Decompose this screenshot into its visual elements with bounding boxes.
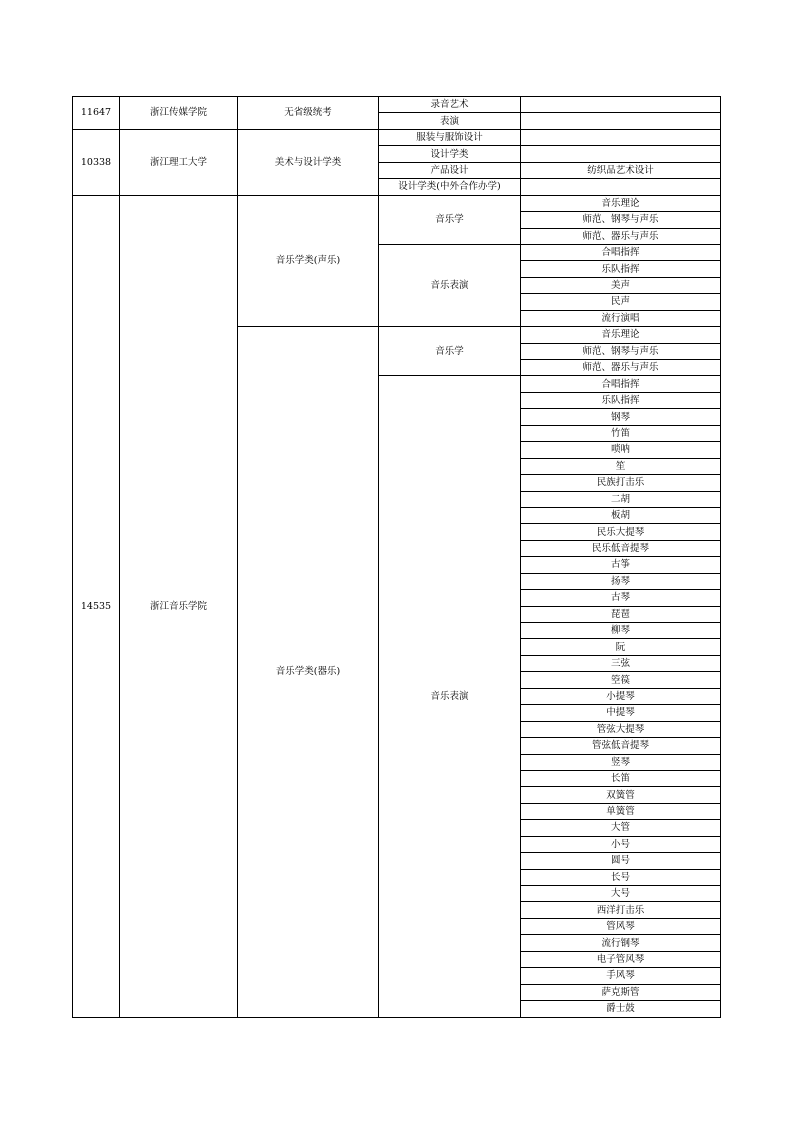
school-name-cell: 浙江音乐学院 <box>120 195 238 1017</box>
direction-cell: 民乐大提琴 <box>521 524 721 540</box>
major-cell: 设计学类 <box>379 146 521 162</box>
direction-cell <box>521 146 721 162</box>
direction-cell: 合唱指挥 <box>521 376 721 392</box>
major-cell: 表演 <box>379 113 521 129</box>
direction-cell: 圆号 <box>521 853 721 869</box>
school-name-cell: 浙江理工大学 <box>120 129 238 195</box>
direction-cell: 柳琴 <box>521 623 721 639</box>
direction-cell: 二胡 <box>521 491 721 507</box>
direction-cell: 阮 <box>521 639 721 655</box>
school-name-cell: 浙江传媒学院 <box>120 97 238 130</box>
direction-cell: 音乐理论 <box>521 327 721 343</box>
direction-cell: 双簧管 <box>521 787 721 803</box>
direction-cell: 琵琶 <box>521 606 721 622</box>
direction-cell: 管弦低音提琴 <box>521 738 721 754</box>
direction-cell: 长笛 <box>521 770 721 786</box>
major-cell: 音乐表演 <box>379 376 521 1017</box>
direction-cell: 师范、钢琴与声乐 <box>521 212 721 228</box>
direction-cell: 板胡 <box>521 507 721 523</box>
major-cell: 设计学类(中外合作办学) <box>379 179 521 195</box>
direction-cell <box>521 129 721 145</box>
direction-cell: 纺织品艺术设计 <box>521 162 721 178</box>
direction-cell: 大管 <box>521 820 721 836</box>
direction-cell: 竹笛 <box>521 425 721 441</box>
school-code-cell: 11647 <box>73 97 120 130</box>
direction-cell: 管弦大提琴 <box>521 721 721 737</box>
direction-cell: 大号 <box>521 886 721 902</box>
direction-cell: 民族打击乐 <box>521 475 721 491</box>
direction-cell: 合唱指挥 <box>521 244 721 260</box>
category-cell: 无省级统考 <box>238 97 379 130</box>
direction-cell: 箜篌 <box>521 672 721 688</box>
direction-cell: 手风琴 <box>521 968 721 984</box>
direction-cell: 古琴 <box>521 590 721 606</box>
table-row <box>73 195 721 211</box>
table-row <box>73 129 721 145</box>
direction-cell: 乐队指挥 <box>521 261 721 277</box>
direction-cell: 流行钢琴 <box>521 935 721 951</box>
direction-cell: 扬琴 <box>521 573 721 589</box>
category-cell: 美术与设计学类 <box>238 129 379 195</box>
direction-cell <box>521 113 721 129</box>
direction-cell <box>521 97 721 113</box>
major-cell: 产品设计 <box>379 162 521 178</box>
direction-cell: 小号 <box>521 836 721 852</box>
direction-cell: 西洋打击乐 <box>521 902 721 918</box>
direction-cell: 管风琴 <box>521 918 721 934</box>
direction-cell: 民声 <box>521 294 721 310</box>
direction-cell: 三弦 <box>521 655 721 671</box>
direction-cell: 音乐理论 <box>521 195 721 211</box>
direction-cell: 钢琴 <box>521 409 721 425</box>
direction-cell: 师范、器乐与声乐 <box>521 228 721 244</box>
direction-cell: 爵士鼓 <box>521 1001 721 1017</box>
table-row <box>73 97 721 113</box>
direction-cell: 师范、钢琴与声乐 <box>521 343 721 359</box>
major-cell: 录音艺术 <box>379 97 521 113</box>
major-cell: 音乐学 <box>379 327 521 376</box>
direction-cell: 唢呐 <box>521 442 721 458</box>
direction-cell: 单簧管 <box>521 803 721 819</box>
direction-cell <box>521 179 721 195</box>
direction-cell: 中提琴 <box>521 705 721 721</box>
major-cell: 服装与服饰设计 <box>379 129 521 145</box>
direction-cell: 小提琴 <box>521 688 721 704</box>
direction-cell: 电子管风琴 <box>521 951 721 967</box>
major-cell: 音乐学 <box>379 195 521 244</box>
direction-cell: 美声 <box>521 277 721 293</box>
direction-cell: 古筝 <box>521 557 721 573</box>
school-code-cell: 10338 <box>73 129 120 195</box>
direction-cell: 民乐低音提琴 <box>521 540 721 556</box>
direction-cell: 竖琴 <box>521 754 721 770</box>
category-cell: 音乐学类(声乐) <box>238 195 379 327</box>
school-code-cell: 14535 <box>73 195 120 1017</box>
major-cell: 音乐表演 <box>379 244 521 326</box>
admission-table <box>72 96 721 1018</box>
direction-cell: 乐队指挥 <box>521 392 721 408</box>
direction-cell: 笙 <box>521 458 721 474</box>
direction-cell: 长号 <box>521 869 721 885</box>
direction-cell: 师范、器乐与声乐 <box>521 360 721 376</box>
direction-cell: 萨克斯管 <box>521 984 721 1000</box>
direction-cell: 流行演唱 <box>521 310 721 326</box>
category-cell: 音乐学类(器乐) <box>238 327 379 1017</box>
